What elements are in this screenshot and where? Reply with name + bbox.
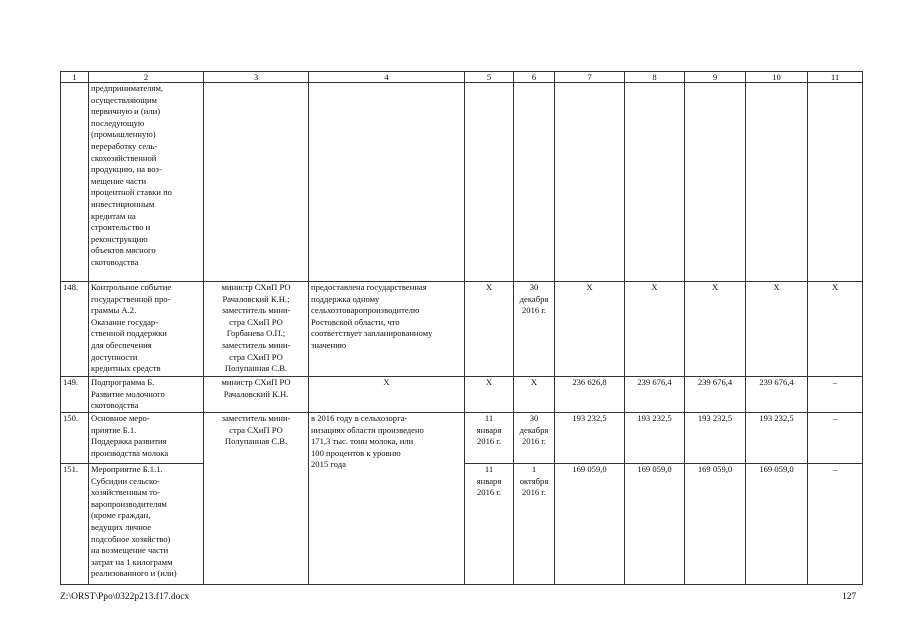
row-value-11: X <box>808 282 863 377</box>
row-value-7: 169 059,0 <box>555 464 625 585</box>
row-value-9: 169 059,0 <box>685 464 746 585</box>
row-value-8: 169 059,0 <box>625 464 685 585</box>
column-number: 9 <box>685 72 746 83</box>
row-end-date: 30 декабря 2016 г. <box>514 413 555 464</box>
column-number: 7 <box>555 72 625 83</box>
row-value-9: X <box>685 282 746 377</box>
row-number: 150. <box>61 413 89 464</box>
row-value-10: X <box>746 282 808 377</box>
row-start-date: X <box>465 282 514 377</box>
column-number-header-row <box>61 72 863 83</box>
column-number: 3 <box>204 72 309 83</box>
row-responsible: министр СХиП РО Рачаловский К.Н. <box>204 377 309 413</box>
row-value-7 <box>555 83 625 282</box>
column-number: 5 <box>465 72 514 83</box>
row-end-date: X <box>514 377 555 413</box>
row-start-date: 11 января 2016 г. <box>465 413 514 464</box>
page-number: 127 <box>842 592 857 602</box>
row-value-11: – <box>808 377 863 413</box>
row-value-7: X <box>555 282 625 377</box>
row-value-10: 239 676,4 <box>746 377 808 413</box>
row-start-date: 11 января 2016 г. <box>465 464 514 585</box>
row-value-10: 169 059,0 <box>746 464 808 585</box>
row-number: 149. <box>61 377 89 413</box>
row-end-date: 30 декабря 2016 г. <box>514 282 555 377</box>
row-name: Мероприятие Б.1.1. Субсидии сельско- хозяйственным то- варопроизводителям (кроме граждан, ведущих личное подсобное хозяйство) на возмещение части затрат на 1 килограмм реализованного и (или) <box>89 464 204 585</box>
column-number: 6 <box>514 72 555 83</box>
table-row <box>61 83 863 282</box>
column-number: 8 <box>625 72 685 83</box>
table-row <box>61 377 863 413</box>
row-result: предоставлена государственная поддержка одному сельхозтоваропроизводителю Ростовской области, что соответствует запланированному значению <box>309 282 465 377</box>
column-number: 4 <box>309 72 465 83</box>
row-value-10 <box>746 83 808 282</box>
row-value-8 <box>625 83 685 282</box>
row-end-date: 1 октября 2016 г. <box>514 464 555 585</box>
row-result: в 2016 году в сельхозорга- низациях области произведено 171,3 тыс. тонн молока, или 100 процентов к уровню 2015 года <box>309 413 465 585</box>
row-start-date <box>465 83 514 282</box>
row-value-8: X <box>625 282 685 377</box>
column-number: 10 <box>746 72 808 83</box>
row-number: 148. <box>61 282 89 377</box>
row-result <box>309 83 465 282</box>
row-value-11 <box>808 83 863 282</box>
column-number: 2 <box>89 72 204 83</box>
row-number <box>61 83 89 282</box>
column-number: 11 <box>808 72 863 83</box>
row-responsible: заместитель мини- стра СХиП РО Полупанная С.В. <box>204 413 309 585</box>
row-value-7: 193 232,5 <box>555 413 625 464</box>
row-responsible: министр СХиП РО Рачаловский К.Н.; заместитель мини- стра СХиП РО Горбанева О.П.; заместитель мини- стра СХиП РО Полупанная С.В. <box>204 282 309 377</box>
row-value-9 <box>685 83 746 282</box>
row-value-9: 239 676,4 <box>685 377 746 413</box>
column-number: 1 <box>61 72 89 83</box>
row-value-11: – <box>808 413 863 464</box>
row-value-11: – <box>808 464 863 585</box>
row-name: предпринимателям, осуществляющим первичную и (или) последующую (промышленную) переработку сель- скохозяйственной продукцию, на воз- мещение части процентной ставки по инвестиционным кредитам на строительство и реконструкцию объектов мясного скотоводства <box>89 83 204 282</box>
row-name: Подпрограмма Б. Развитие молочного скотоводства <box>89 377 204 413</box>
row-start-date: X <box>465 377 514 413</box>
row-end-date <box>514 83 555 282</box>
document-table <box>60 71 863 585</box>
row-value-8: 239 676,4 <box>625 377 685 413</box>
row-value-7: 236 626,8 <box>555 377 625 413</box>
row-value-8: 193 232,5 <box>625 413 685 464</box>
row-name: Контрольное событие государственной про- граммы А.2. Оказание государ- ственной поддержки для обеспечения доступности кредитных средств <box>89 282 204 377</box>
row-name: Основное меро- приятие Б.1. Поддержка развития производства молока <box>89 413 204 464</box>
file-path: Z:\ORST\Ppo\0322p213.f17.docx <box>60 592 190 602</box>
table-row <box>61 413 863 464</box>
row-result: X <box>309 377 465 413</box>
row-number: 151. <box>61 464 89 585</box>
row-value-10: 193 232,5 <box>746 413 808 464</box>
table-row <box>61 282 863 377</box>
row-responsible <box>204 83 309 282</box>
row-value-9: 193 232,5 <box>685 413 746 464</box>
